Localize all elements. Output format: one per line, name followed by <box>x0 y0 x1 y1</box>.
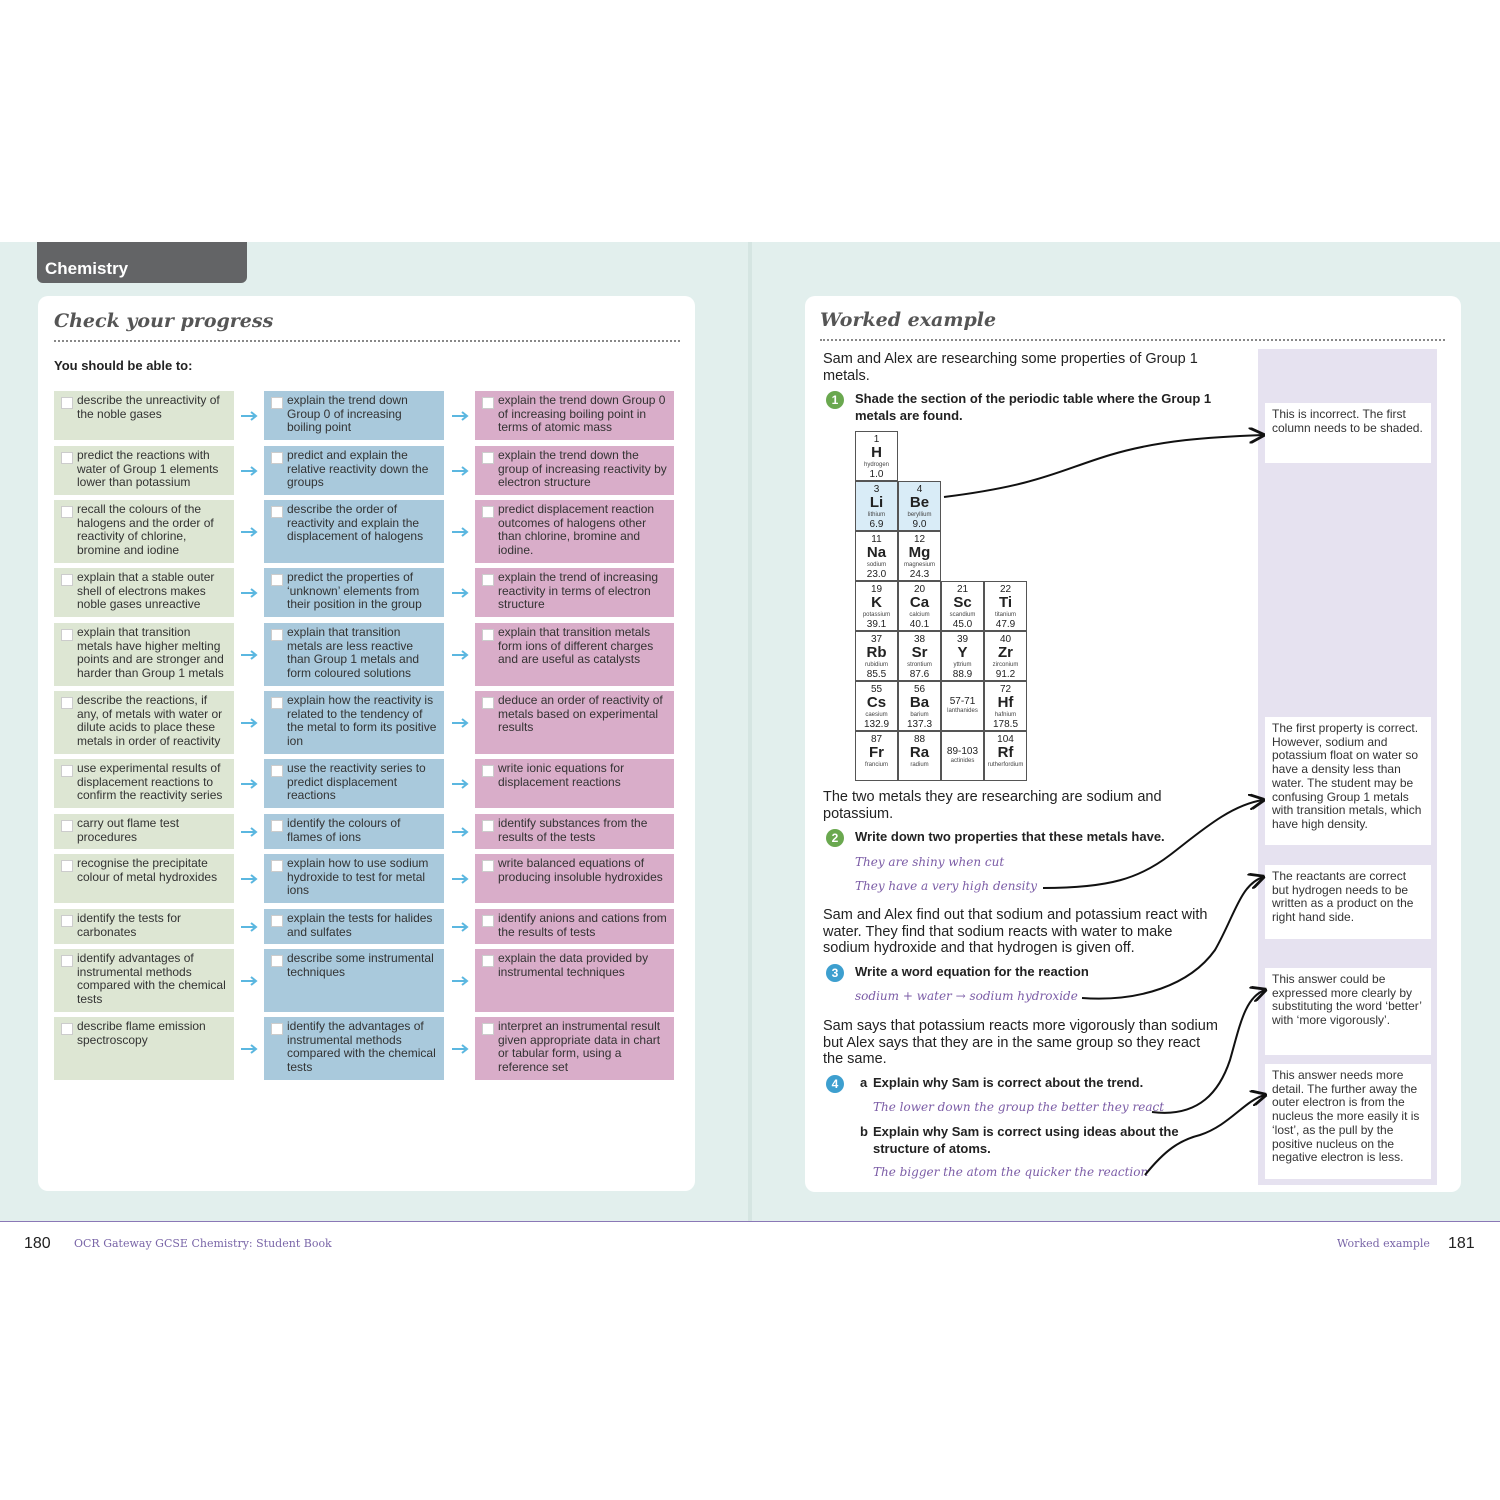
note-1: This is incorrect. The first column needs to be shaded. <box>1265 403 1431 463</box>
progress-cell <box>475 500 674 563</box>
progress-cell <box>475 759 674 808</box>
relative-atomic-mass: 137.3 <box>906 719 933 730</box>
element-name: rubidium <box>864 662 888 668</box>
chapter-tab-label: Chemistry <box>45 259 129 278</box>
element-symbol: H <box>871 444 882 461</box>
arrow-right-icon <box>240 465 258 477</box>
progress-cell-text: explain the trend of increasing reactivity in terms of electron structure <box>498 570 659 612</box>
relative-atomic-mass: 85.5 <box>866 669 887 680</box>
progress-cell-text: explain the data provided by instrumental techniques <box>498 951 649 979</box>
note-4: This answer could be expressed more clearly by substituting the word ‘better’ with ‘more vigorously’. <box>1265 968 1431 1055</box>
progress-cell <box>54 1017 234 1080</box>
element-cell <box>898 531 941 581</box>
checkbox[interactable] <box>482 574 494 586</box>
element-symbol: Ba <box>909 694 930 711</box>
left-page-number: 180 <box>24 1235 51 1252</box>
relative-atomic-mass: 178.5 <box>992 719 1019 730</box>
checkbox[interactable] <box>61 452 73 464</box>
atomic-number: 40 <box>999 634 1012 645</box>
intro-paragraph: Sam and Alex are researching some properties of Group 1 metals. <box>823 351 1198 384</box>
question-1-text: Shade the section of the periodic table where the Group 1 metals are found. <box>855 391 1212 423</box>
atomic-number: 11 <box>871 534 882 545</box>
question-4a-text: Explain why Sam is correct about the trend. <box>873 1075 1144 1090</box>
answer-3: sodium + water → sodium hydroxide <box>855 989 1078 1003</box>
chapter-tab <box>37 242 247 283</box>
checkbox[interactable] <box>271 1023 283 1035</box>
atomic-number: 39 <box>956 634 969 645</box>
progress-cell <box>264 568 444 617</box>
question-4-badge: 4 <box>826 1075 844 1093</box>
progress-cell-text: explain the trend down Group 0 of increasing boiling point in terms of atomic mass <box>498 393 666 435</box>
element-cell <box>855 681 898 731</box>
element-name: francium <box>864 762 888 768</box>
question-4b-label: b <box>860 1124 868 1139</box>
relative-atomic-mass: 39.1 <box>866 619 887 630</box>
element-symbol: Ca <box>909 594 930 611</box>
question-4b-text: Explain why Sam is correct using ideas about the structure of atoms. <box>873 1124 1179 1156</box>
atomic-number: 3 <box>873 484 880 495</box>
element-cell <box>855 631 898 681</box>
progress-cell-text: deduce an order of reactivity of metals based on experimental results <box>498 693 663 735</box>
progress-cell-text: carry out flame test procedures <box>77 816 180 844</box>
worked-example-title: Worked example <box>820 309 997 331</box>
atomic-number: 72 <box>999 684 1012 695</box>
progress-cell <box>54 949 234 1012</box>
element-symbol: Rb <box>866 644 887 661</box>
element-cell <box>855 431 898 481</box>
element-cell <box>855 481 898 531</box>
progress-cell <box>54 814 234 849</box>
progress-cell <box>264 814 444 849</box>
element-cell <box>941 731 984 781</box>
progress-cell <box>475 391 674 440</box>
arrow-right-icon <box>240 778 258 790</box>
paragraph-2: The two metals they are researching are sodium and potassium. <box>823 789 1162 822</box>
checkbox[interactable] <box>271 506 283 518</box>
question-3-badge: 3 <box>826 964 844 982</box>
element-cell <box>984 631 1027 681</box>
checkbox[interactable] <box>271 574 283 586</box>
checkbox[interactable] <box>271 629 283 641</box>
progress-cell <box>475 909 674 944</box>
arrow-right-icon <box>451 921 469 933</box>
element-symbol: Zr <box>998 644 1013 661</box>
progress-cell-text: describe the unreactivity of the noble gases <box>77 393 220 421</box>
progress-cell <box>264 949 444 1012</box>
progress-cell-text: describe flame emission spectroscopy <box>77 1019 206 1047</box>
arrow-right-icon <box>451 1043 469 1055</box>
atomic-number: 22 <box>999 584 1012 595</box>
relative-atomic-mass: 132.9 <box>863 719 890 730</box>
progress-cell-text: explain the trend down the group of increasing reactivity by electron structure <box>498 448 667 490</box>
right-page-number: 181 <box>1448 1235 1475 1252</box>
arrow-right-icon <box>451 587 469 599</box>
progress-cell <box>475 854 674 903</box>
atomic-number: 12 <box>913 534 926 545</box>
footer-rule <box>0 1221 1500 1222</box>
element-symbol: Ra <box>909 744 930 761</box>
checkbox[interactable] <box>271 955 283 967</box>
arrow-right-icon <box>240 410 258 422</box>
checkbox[interactable] <box>482 1023 494 1035</box>
element-cell <box>941 631 984 681</box>
progress-cell-text: explain how the reactivity is related to the tendency of the metal to form its positive ion <box>287 693 437 749</box>
arrow-right-icon <box>240 873 258 885</box>
relative-atomic-mass: 1.0 <box>869 469 884 480</box>
relative-atomic-mass: 88.9 <box>952 669 973 680</box>
progress-cell-text: identify the advantages of instrumental methods compared with the chemical tests <box>287 1019 436 1075</box>
checkbox[interactable] <box>271 860 283 872</box>
element-name: titanium <box>994 612 1016 618</box>
progress-cell <box>475 623 674 686</box>
element-name: caesium <box>865 712 888 718</box>
answer-4a: The lower down the group the better they react <box>873 1100 1165 1114</box>
arrow-right-icon <box>240 587 258 599</box>
checkbox[interactable] <box>482 955 494 967</box>
progress-cell-text: use experimental results of displacement reactions to confirm the reactivity series <box>77 761 223 803</box>
progress-cell-text: identify the tests for carbonates <box>77 911 182 939</box>
element-range: 57-71 <box>949 696 976 707</box>
checkbox[interactable] <box>61 574 73 586</box>
atomic-number: 21 <box>956 584 969 595</box>
progress-cell <box>54 568 234 617</box>
progress-cell-text: predict the reactions with water of Group 1 elements lower than potassium <box>77 448 219 490</box>
element-symbol: Cs <box>866 694 887 711</box>
arrow-right-icon <box>240 975 258 987</box>
arrow-right-icon <box>451 873 469 885</box>
checkbox[interactable] <box>271 820 283 832</box>
element-range: 89-103 <box>946 746 979 757</box>
progress-cell-text: predict and explain the relative reactivity down the groups <box>287 448 429 490</box>
element-name: hydrogen <box>863 462 890 468</box>
element-symbol: Y <box>957 644 968 661</box>
element-symbol: Fr <box>869 744 884 761</box>
checkbox[interactable] <box>61 955 73 967</box>
element-symbol: K <box>871 594 882 611</box>
element-symbol: Sc <box>953 594 972 611</box>
question-2-text: Write down two properties that these metals have. <box>855 829 1165 844</box>
element-name: lithium <box>867 512 886 518</box>
arrow-right-icon <box>451 410 469 422</box>
element-name: potassium <box>862 612 891 618</box>
checkbox[interactable] <box>61 506 73 518</box>
element-name: magnesium <box>903 562 935 568</box>
book-title: OCR Gateway GCSE Chemistry: Student Book <box>74 1237 332 1250</box>
progress-cell <box>54 909 234 944</box>
element-symbol: Rf <box>997 744 1014 761</box>
progress-cell-text: explain that transition metals have higher melting points and are stronger and harder than Group 1 metals <box>77 625 224 681</box>
answer-2-line-1: They are shiny when cut <box>855 855 1005 869</box>
element-cell <box>898 581 941 631</box>
element-cell <box>898 631 941 681</box>
atomic-number: 56 <box>913 684 926 695</box>
arrow-right-icon <box>451 649 469 661</box>
progress-cell <box>264 691 444 754</box>
progress-cell-text: predict displacement reaction outcomes of halogens other than chlorine, bromine and iodine. <box>498 502 655 558</box>
element-symbol: Be <box>909 494 930 511</box>
progress-cell-text: use the reactivity series to predict displacement reactions <box>287 761 426 803</box>
progress-cell <box>264 500 444 563</box>
section-title: Worked example <box>1337 1237 1430 1250</box>
checkbox[interactable] <box>61 765 73 777</box>
atomic-number: 20 <box>913 584 926 595</box>
element-cell <box>898 681 941 731</box>
progress-cell <box>475 568 674 617</box>
relative-atomic-mass: 40.1 <box>909 619 930 630</box>
atomic-number: 87 <box>870 734 883 745</box>
question-3-text: Write a word equation for the reaction <box>855 964 1089 979</box>
relative-atomic-mass: 23.0 <box>866 569 887 580</box>
checkbox[interactable] <box>61 860 73 872</box>
arrow-right-icon <box>451 526 469 538</box>
element-cell <box>855 531 898 581</box>
progress-cell-text: identify substances from the results of the tests <box>498 816 648 844</box>
element-name: barium <box>910 712 929 718</box>
checkbox[interactable] <box>482 397 494 409</box>
arrow-right-icon <box>451 778 469 790</box>
checkbox[interactable] <box>61 397 73 409</box>
note-2: The first property is correct. However, sodium and potassium float on water so have a density less than water. The student may be confusing Group 1 metals with transition metals, which have high density. <box>1265 717 1431 845</box>
progress-title: Check your progress <box>54 310 274 332</box>
checkbox[interactable] <box>482 820 494 832</box>
progress-cell-text: identify anions and cations from the results of tests <box>498 911 667 939</box>
element-cell <box>855 731 898 781</box>
arrow-right-icon <box>240 1043 258 1055</box>
progress-cell <box>264 854 444 903</box>
element-name: actinides <box>950 758 975 764</box>
checkbox[interactable] <box>482 860 494 872</box>
element-name: lanthanides <box>947 708 978 714</box>
progress-cell <box>264 623 444 686</box>
element-name: zirconium <box>992 662 1019 668</box>
progress-cell <box>475 446 674 495</box>
atomic-number: 88 <box>913 734 926 745</box>
element-cell <box>898 731 941 781</box>
arrow-right-icon <box>451 975 469 987</box>
checkbox[interactable] <box>271 765 283 777</box>
element-name: hafnium <box>994 712 1017 718</box>
progress-cell-text: identify advantages of instrumental methods compared with the chemical tests <box>77 951 226 1007</box>
checkbox[interactable] <box>482 506 494 518</box>
element-name: scandium <box>949 612 976 618</box>
atomic-number: 104 <box>997 734 1014 745</box>
element-name: radium <box>910 762 929 768</box>
progress-cell <box>54 446 234 495</box>
atomic-number: 1 <box>873 434 880 445</box>
atomic-number: 4 <box>916 484 923 495</box>
progress-cell <box>475 949 674 1012</box>
progress-cell-text: explain the trend down Group 0 of increasing boiling point <box>287 393 408 435</box>
progress-subheading: You should be able to: <box>54 358 193 373</box>
element-cell <box>984 581 1027 631</box>
progress-cell-text: write balanced equations of producing insoluble hydroxides <box>498 856 663 884</box>
checkbox[interactable] <box>482 765 494 777</box>
relative-atomic-mass: 45.0 <box>952 619 973 630</box>
atomic-number: 38 <box>913 634 926 645</box>
progress-cell <box>475 1017 674 1080</box>
relative-atomic-mass: 91.2 <box>995 669 1016 680</box>
element-name: rutherfordium <box>987 762 1024 768</box>
arrow-right-icon <box>240 826 258 838</box>
question-1-badge: 1 <box>826 391 844 409</box>
checkbox[interactable] <box>482 697 494 709</box>
atomic-number: 37 <box>870 634 883 645</box>
element-name: strontium <box>907 662 932 668</box>
note-3: The reactants are correct but hydrogen needs to be written as a product on the right hand side. <box>1265 865 1431 939</box>
progress-cell <box>475 814 674 849</box>
question-2-badge: 2 <box>826 829 844 847</box>
progress-cell-text: describe some instrumental techniques <box>287 951 434 979</box>
checkbox[interactable] <box>482 452 494 464</box>
element-cell <box>984 681 1027 731</box>
progress-cell <box>264 391 444 440</box>
progress-cell <box>264 909 444 944</box>
element-symbol: Hf <box>997 694 1014 711</box>
progress-cell-text: explain that a stable outer shell of electrons makes noble gases unreactive <box>77 570 215 612</box>
progress-cell-text: recall the colours of the halogens and the order of reactivity of chlorine, bromine and iodine <box>77 502 214 558</box>
arrow-right-icon <box>240 649 258 661</box>
progress-cell <box>264 1017 444 1080</box>
answer-2-line-2: They have a very high density <box>855 879 1038 893</box>
progress-cell <box>54 691 234 754</box>
paragraph-4: Sam says that potassium reacts more vigorously than sodium but Alex says that they are in the same group so they react the same. <box>823 1018 1218 1068</box>
element-name: sodium <box>866 562 887 568</box>
progress-cell <box>475 691 674 754</box>
element-cell <box>898 481 941 531</box>
element-cell <box>984 731 1027 781</box>
progress-cell-text: explain that transition metals form ions of different charges and are useful as catalysts <box>498 625 654 667</box>
progress-cell <box>54 623 234 686</box>
relative-atomic-mass: 24.3 <box>909 569 930 580</box>
relative-atomic-mass: 47.9 <box>995 619 1016 630</box>
checkbox[interactable] <box>61 915 73 927</box>
progress-cell-text: explain how to use sodium hydroxide to test for metal ions <box>287 856 429 898</box>
element-symbol: Na <box>866 544 887 561</box>
checkbox[interactable] <box>61 629 73 641</box>
progress-cell <box>264 446 444 495</box>
arrow-right-icon <box>240 526 258 538</box>
relative-atomic-mass: 87.6 <box>909 669 930 680</box>
title-divider <box>54 340 680 342</box>
progress-cell <box>54 391 234 440</box>
progress-cell-text: identify the colours of flames of ions <box>287 816 401 844</box>
checkbox[interactable] <box>271 915 283 927</box>
progress-cell <box>54 500 234 563</box>
answer-4b: The bigger the atom the quicker the reaction <box>873 1165 1149 1179</box>
element-name: yttrium <box>953 662 972 668</box>
progress-cell-text: write ionic equations for displacement reactions <box>498 761 625 789</box>
checkbox[interactable] <box>482 915 494 927</box>
relative-atomic-mass: 9.0 <box>912 519 927 530</box>
element-cell <box>855 581 898 631</box>
atomic-number: 55 <box>870 684 883 695</box>
arrow-right-icon <box>240 921 258 933</box>
progress-cell-text: describe the order of reactivity and explain the displacement of halogens <box>287 502 424 544</box>
title-divider <box>820 339 1445 341</box>
element-symbol: Mg <box>908 544 931 561</box>
progress-cell-text: interpret an instrumental result given appropriate data in chart or tabular form, using a reference set <box>498 1019 661 1075</box>
progress-cell-text: explain that transition metals are less reactive than Group 1 metals and form coloured solutions <box>287 625 420 681</box>
progress-cell-text: explain the tests for halides and sulfates <box>287 911 433 939</box>
checkbox[interactable] <box>482 629 494 641</box>
checkbox[interactable] <box>271 452 283 464</box>
note-5: This answer needs more detail. The further away the outer electron is from the nucleus the more easily it is ‘lost’, as the pull by the positive nucleus on the negative electron is less. <box>1265 1064 1431 1179</box>
progress-cell-text: recognise the precipitate colour of metal hydroxides <box>77 856 218 884</box>
checkbox[interactable] <box>61 1023 73 1035</box>
progress-cell <box>54 854 234 903</box>
element-symbol: Ti <box>998 594 1013 611</box>
arrow-right-icon <box>451 826 469 838</box>
checkbox[interactable] <box>61 820 73 832</box>
progress-cell-text: describe the reactions, if any, of metals with water or dilute acids to place these metals in order of reactivity <box>77 693 223 749</box>
page-fold <box>748 242 752 1222</box>
question-4a-label: a <box>860 1075 868 1090</box>
arrow-right-icon <box>240 717 258 729</box>
checkbox[interactable] <box>271 697 283 709</box>
element-symbol: Sr <box>911 644 928 661</box>
progress-cell-text: predict the properties of ‘unknown’ elements from their position in the group <box>287 570 422 612</box>
relative-atomic-mass: 6.9 <box>869 519 884 530</box>
atomic-number: 19 <box>870 584 883 595</box>
progress-cell <box>264 759 444 808</box>
checkbox[interactable] <box>271 397 283 409</box>
progress-cell <box>54 759 234 808</box>
arrow-right-icon <box>451 717 469 729</box>
element-name: beryllium <box>907 512 932 518</box>
element-name: calcium <box>909 612 930 618</box>
paragraph-3: Sam and Alex find out that sodium and potassium react with water. They find that sodium reacts with water to make sodium hydroxide and that hydrogen is given off. <box>823 907 1208 957</box>
element-cell <box>941 681 984 731</box>
checkbox[interactable] <box>61 697 73 709</box>
element-cell <box>941 581 984 631</box>
element-symbol: Li <box>869 494 884 511</box>
arrow-right-icon <box>451 465 469 477</box>
